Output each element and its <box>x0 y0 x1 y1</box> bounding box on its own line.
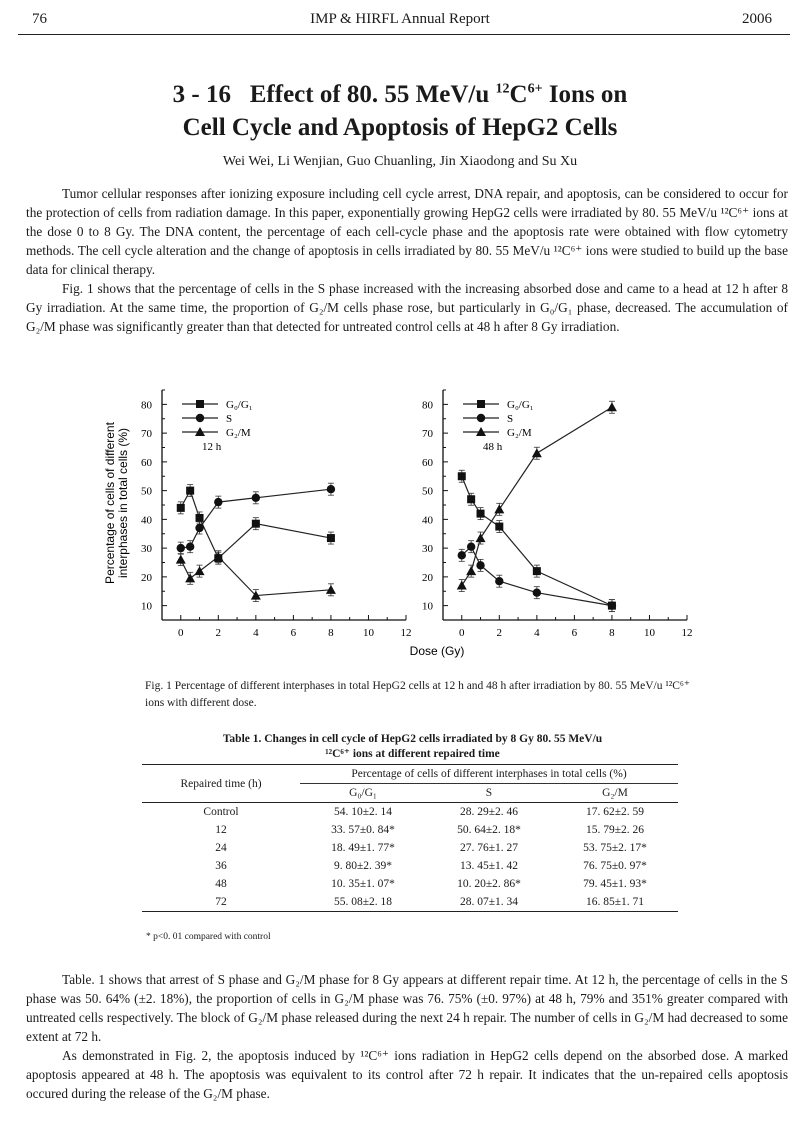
svg-text:50: 50 <box>422 485 433 498</box>
svg-text:4: 4 <box>253 627 259 639</box>
results-text <box>26 970 788 1103</box>
svg-text:30: 30 <box>422 543 433 556</box>
page-number: 76 <box>32 11 47 27</box>
chart-12h <box>141 390 412 639</box>
svg-text:8: 8 <box>328 627 334 639</box>
svg-text:12: 12 <box>400 627 412 639</box>
table-row: 12 33. 57±0. 84* 50. 64±2. 18* 15. 79±2. 26 <box>215 824 645 836</box>
table-row: Control 54. 10±2. 14 28. 29±2. 46 17. 62±2. 59 <box>203 806 645 818</box>
figure-1 <box>100 385 700 665</box>
paragraph-3: Table. 1 shows that arrest of S phase and G₂/M phase for 8 Gy appears at different repair time. At 12 h, the percentage of cells in the S phase was 50. 64% (±2. 18%), the proportion of cells in G₂/M phase was 76. 75% (±0. 97%) at 48 h, 79% and 351% greater compared with untreated cells respectively. The block of G₂/M phase released during the next 24 h repair. The number of cells in G₂/M had decreased to some extent at 72 h. <box>26 972 788 1044</box>
paragraph-2: Fig. 1 shows that the percentage of cells in the S phase increased with the increasing absorbed dose and came to a head at 12 h after 8 Gy irradiation. At the same time, the proportion of G₂/M cells phase rose, but particularly in G₀/G₁ phase, decreased. The accumulation of G₂/M phase was significantly greater than that detected for untreated control cells at 48 h after 8 Gy irradiation. <box>26 281 788 334</box>
svg-text:60: 60 <box>141 456 152 469</box>
svg-text:30: 30 <box>141 543 152 556</box>
title-line-1: 3 - 16 Effect of 80. 55 MeV/u $^{12}C^{6+}$ Ions on <box>172 81 628 108</box>
author-list: Wei Wei, Li Wenjian, Guo Chuanling, Jin Xiaodong and Su Xu <box>222 154 578 169</box>
table-footnote: * p<0. 01 compared with control <box>146 932 271 942</box>
col-header-group: Percentage of cells of different interphases in total cells (%) <box>300 765 678 784</box>
svg-text:G₂/M: G₂/M <box>226 427 251 439</box>
table-row: 24 18. 49±1. 77* 27. 76±1. 27 53. 75±2. 17* <box>215 842 647 854</box>
svg-text:2: 2 <box>215 627 222 639</box>
table-title: Table 1. Changes in cell cycle of HepG2 cells irradiated by 8 Gy 80. 55 MeV/u ¹²C⁶⁺ ions at different repaired time <box>222 733 603 760</box>
paragraph-4: As demonstrated in Fig. 2, the apoptosis induced by ¹²C⁶⁺ ions radiation in HepG2 cells depend on the absorbed dose. A marked apoptosis appeared at 48 h. The apoptosis was equivalent to its control after 72 h repair. It indicates that the un-repaired cells apoptosis occured during the release of the G₂/M phase. <box>26 1048 788 1101</box>
svg-text:G₀/G₁: G₀/G₁ <box>507 399 534 411</box>
svg-text:10: 10 <box>141 600 152 613</box>
svg-text:10: 10 <box>362 627 374 639</box>
svg-text:2: 2 <box>496 627 503 639</box>
svg-text:G₂/M: G₂/M <box>507 427 532 439</box>
svg-text:G₀/G₁: G₀/G₁ <box>226 399 253 411</box>
article-number: 3 - 16 <box>172 81 231 108</box>
chart-48h <box>422 390 693 639</box>
svg-text:8: 8 <box>609 627 615 639</box>
svg-text:6: 6 <box>571 627 578 639</box>
table-row: 36 9. 80±2. 39* 13. 45±1. 42 76. 75±0. 97* <box>215 860 647 872</box>
article-title <box>0 78 800 144</box>
svg-text:40: 40 <box>141 514 152 527</box>
col-header-s: S <box>426 784 552 803</box>
svg-text:10: 10 <box>422 600 433 613</box>
svg-text:20: 20 <box>141 571 152 584</box>
col-header-g0g1: G₀/G₁ <box>300 784 426 803</box>
svg-text:50: 50 <box>141 485 152 498</box>
svg-text:60: 60 <box>422 456 433 469</box>
svg-text:Percentage of cells of differe: Percentage of cells of different <box>103 422 117 584</box>
svg-text:70: 70 <box>422 428 433 441</box>
svg-text:0: 0 <box>178 627 184 639</box>
header-rule <box>18 34 790 35</box>
svg-text:S: S <box>226 413 233 425</box>
journal-title: IMP & HIRFL Annual Report <box>310 11 490 27</box>
title-line-2: Cell Cycle and Apoptosis of HepG2 Cells <box>182 114 618 141</box>
svg-text:80: 80 <box>141 399 152 412</box>
svg-text:10: 10 <box>643 627 655 639</box>
x-axis-title: Dose (Gy) <box>409 644 465 658</box>
cell-cycle-table <box>142 764 678 912</box>
col-header-g2m: G₂/M <box>552 784 678 803</box>
svg-text:S: S <box>507 413 514 425</box>
table-row: 48 10. 35±1. 07* 10. 20±2. 86* 79. 45±1. 93* <box>215 878 647 890</box>
svg-text:0: 0 <box>459 627 465 639</box>
svg-text:20: 20 <box>422 571 433 584</box>
svg-text:12: 12 <box>681 627 693 639</box>
paragraph-1: Tumor cellular responses after ionizing exposure including cell cycle arrest, DNA repair, and apoptosis, can be considered to occur for the protection of cells from radiation damage. In this paper, exponentially growing HepG2 cells were irradiated by 80. 55 MeV/u ¹²C⁶⁺ ions at the dose 0 to 8 Gy. The DNA content, the percentage of each cell-cycle phase and the apoptosis rate were obtained with flow cytometry methods. The cell cycle alteration and the change of apoptosis in cells irradiated by 80. 55 MeV/u ¹²C⁶⁺ ions were studied to build up the base data for clinical therapy. <box>26 186 788 277</box>
svg-text:interphases in total cells (%): interphases in total cells (%) <box>116 427 130 579</box>
svg-text:70: 70 <box>141 428 152 441</box>
svg-text:6: 6 <box>290 627 297 639</box>
intro-text <box>26 184 788 336</box>
svg-text:80: 80 <box>422 399 433 412</box>
table-row: 72 55. 08±2. 18 28. 07±1. 34 16. 85±1. 71 <box>142 893 678 912</box>
report-year: 2006 <box>742 11 772 27</box>
col-header-time: Repaired time (h) <box>142 765 300 803</box>
y-axis-title <box>103 421 130 584</box>
svg-text:40: 40 <box>422 514 433 527</box>
running-header <box>18 5 782 33</box>
svg-text:4: 4 <box>534 627 540 639</box>
svg-text:48 h: 48 h <box>483 441 503 453</box>
figure-caption: Fig. 1 Percentage of different interphases in total HepG2 cells at 12 h and 48 h after irradiation by 80. 55 MeV/u ¹²C⁶⁺ ions with different dose. <box>145 680 690 709</box>
svg-text:12 h: 12 h <box>202 441 222 453</box>
